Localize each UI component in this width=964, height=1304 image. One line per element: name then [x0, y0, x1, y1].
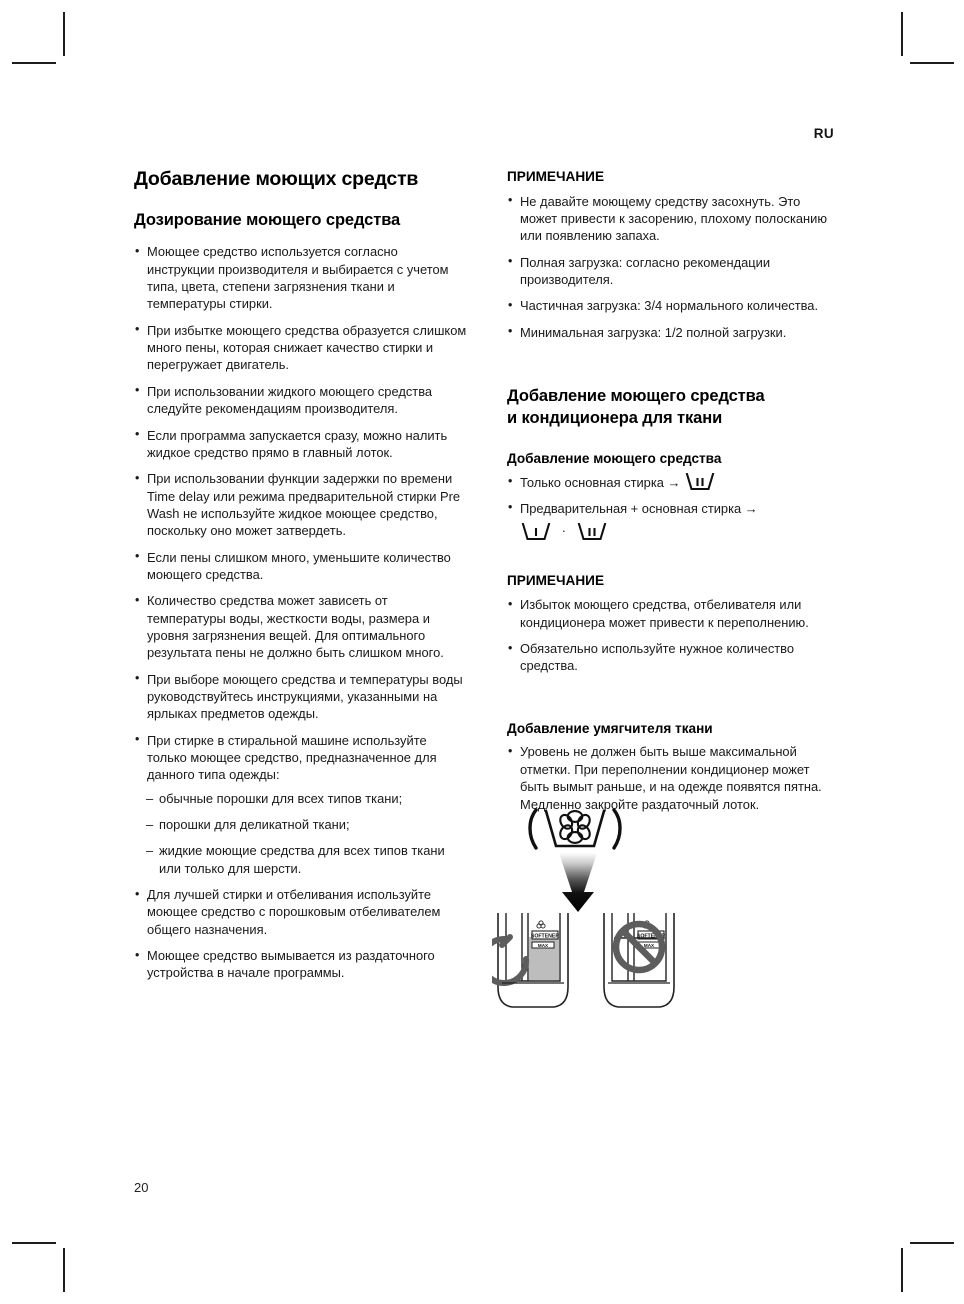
list-item: • Минимальная загрузка: 1/2 полной загрузки. [507, 324, 840, 341]
list-item: – жидкие моющие средства для всех типов ткани или только для шерсти. [146, 842, 467, 877]
crop-mark-bottom-left-vertical [63, 1248, 65, 1292]
list-item: • Моющее средство используется согласно инструкции производителя и выбирается с учетом типа, цвета, степени загрязнения ткани и температуры стирки. [134, 243, 467, 312]
svg-text:MAX: MAX [537, 943, 549, 948]
list-item: • Частичная загрузка: 3/4 нормального количества. [507, 297, 840, 314]
page-number: 20 [134, 1180, 149, 1195]
arrow-right-icon: → [667, 475, 681, 491]
section-heading-line-1: Добавление моющего средства [507, 387, 765, 406]
crop-mark-top-left-vertical [63, 12, 65, 56]
subsection-heading-adding-detergent: Добавление моющего средства [507, 450, 722, 466]
list-item: • При использовании жидкого моющего средства следуйте рекомендациям производителя. [134, 383, 467, 418]
crop-mark-top-right-horizontal [910, 62, 954, 64]
section-heading-line-2: и кондиционера для ткани [507, 408, 723, 427]
list-item: – обычные порошки для всех типов ткани; [146, 790, 467, 807]
note-heading-2: ПРИМЕЧАНИЕ [507, 572, 605, 588]
down-arrow-icon [547, 852, 609, 919]
list-item: • Если пены слишком много, уменьшите количество моющего средства. [134, 549, 467, 584]
tray-two-bar-icon [685, 473, 715, 495]
detergent-drawer-correct [492, 911, 574, 1018]
list-item: • Уровень не должен быть выше максимальной отметки. При переполнении кондиционер может быть вымыт раньше, и на одежде появятся пятна. Медленно закройте раздаточный лоток. [507, 743, 840, 812]
tray-two-bar-icon [577, 523, 607, 548]
list-item: • Количество средства может зависеть от температуры воды, жесткости воды, размера и уровня загрязнения вещей. Для оптимального результата пены не должно быть слишком много. [134, 592, 467, 661]
detergent-drawer-forbidden [598, 911, 680, 1018]
section-subtitle-dosing: Дозирование моющего средства [134, 210, 401, 229]
list-item [507, 500, 840, 517]
spacer [507, 684, 840, 720]
list-item: • Если программа запускается сразу, можно налить жидкое средство прямо в главный лоток. [134, 427, 467, 462]
softener-bullet-list [507, 743, 840, 812]
crop-mark-top-left-horizontal [12, 62, 56, 64]
list-item: • Моющее средство вымывается из раздаточного устройства в начале программы. [134, 947, 467, 982]
svg-text:SOFTENER: SOFTENER [636, 933, 666, 940]
main-wash-label: Только основная стирка [520, 475, 664, 491]
list-item: • При выборе моющего средства и температуры воды руководствуйтесь инструкциями, указанными на ярлыках предметов одежды. [134, 671, 467, 723]
detergent-compartment-list [507, 473, 840, 517]
language-code: RU [813, 126, 834, 141]
dosing-bullet-list [134, 243, 467, 783]
crop-mark-bottom-right-horizontal [910, 1242, 954, 1244]
crop-mark-bottom-right-vertical [901, 1248, 903, 1292]
arrow-right-icon: → [744, 500, 758, 516]
subsection-heading-fabric-softener: Добавление умягчителя ткани [507, 720, 713, 736]
list-item: • При избытке моющего средства образуется слишком много пены, которая снижает качество стирки и перегружает двигатель. [134, 322, 467, 374]
tray-pair-row [507, 521, 840, 548]
list-item: • Полная загрузка: согласно рекомендации производителя. [507, 254, 840, 289]
list-item: • Избыток моющего средства, отбеливателя или кондиционера может привести к переполнению. [507, 596, 840, 631]
list-item: – порошки для деликатной ткани; [146, 816, 467, 833]
detergent-type-dash-list [134, 790, 467, 877]
crop-mark-top-right-vertical [901, 12, 903, 56]
list-item [507, 473, 840, 495]
note-heading-1: ПРИМЕЧАНИЕ [507, 169, 605, 184]
spacer [507, 350, 840, 386]
note-2-bullet-list [507, 596, 840, 674]
list-item: • При использовании функции задержки по времени Time delay или режима предварительной стирки Pre Wash не используйте жидкое моющее средство, поскольку оно может затвердеть. [134, 470, 467, 539]
left-column [134, 168, 467, 991]
list-item: • Не давайте моющему средству засохнуть. Это может привести к засорению, плохому полосканию или появлению запаха. [507, 193, 840, 245]
section-heading-adding-detergent [507, 386, 840, 430]
tray-one-bar-icon [521, 523, 551, 548]
page-title: Добавление моющих средств [134, 168, 419, 190]
svg-text:MAX: MAX [643, 943, 655, 948]
note-1-bullet-list [507, 193, 840, 341]
page-body [134, 168, 840, 991]
list-item: • Для лучшей стирки и отбеливания используйте моющее средство с порошковым отбеливателем общего назначения. [134, 886, 467, 938]
dosing-bullet-list-continued [134, 886, 467, 982]
softener-flower-tray-icon [520, 806, 630, 857]
list-item: • При стирке в стиральной машине используйте только моющее средство, предназначенное для данного типа одежды: [134, 732, 467, 784]
crop-mark-bottom-left-horizontal [12, 1242, 56, 1244]
tray-separator-dot: · [561, 523, 566, 539]
list-item: • Обязательно используйте нужное количество средства. [507, 640, 840, 675]
softener-dispensing-illustration [492, 806, 712, 1021]
spacer [507, 548, 840, 572]
svg-text:SOFTENER: SOFTENER [530, 933, 560, 940]
prewash-plus-main-wash-label: Предварительная + основная стирка [520, 500, 742, 516]
